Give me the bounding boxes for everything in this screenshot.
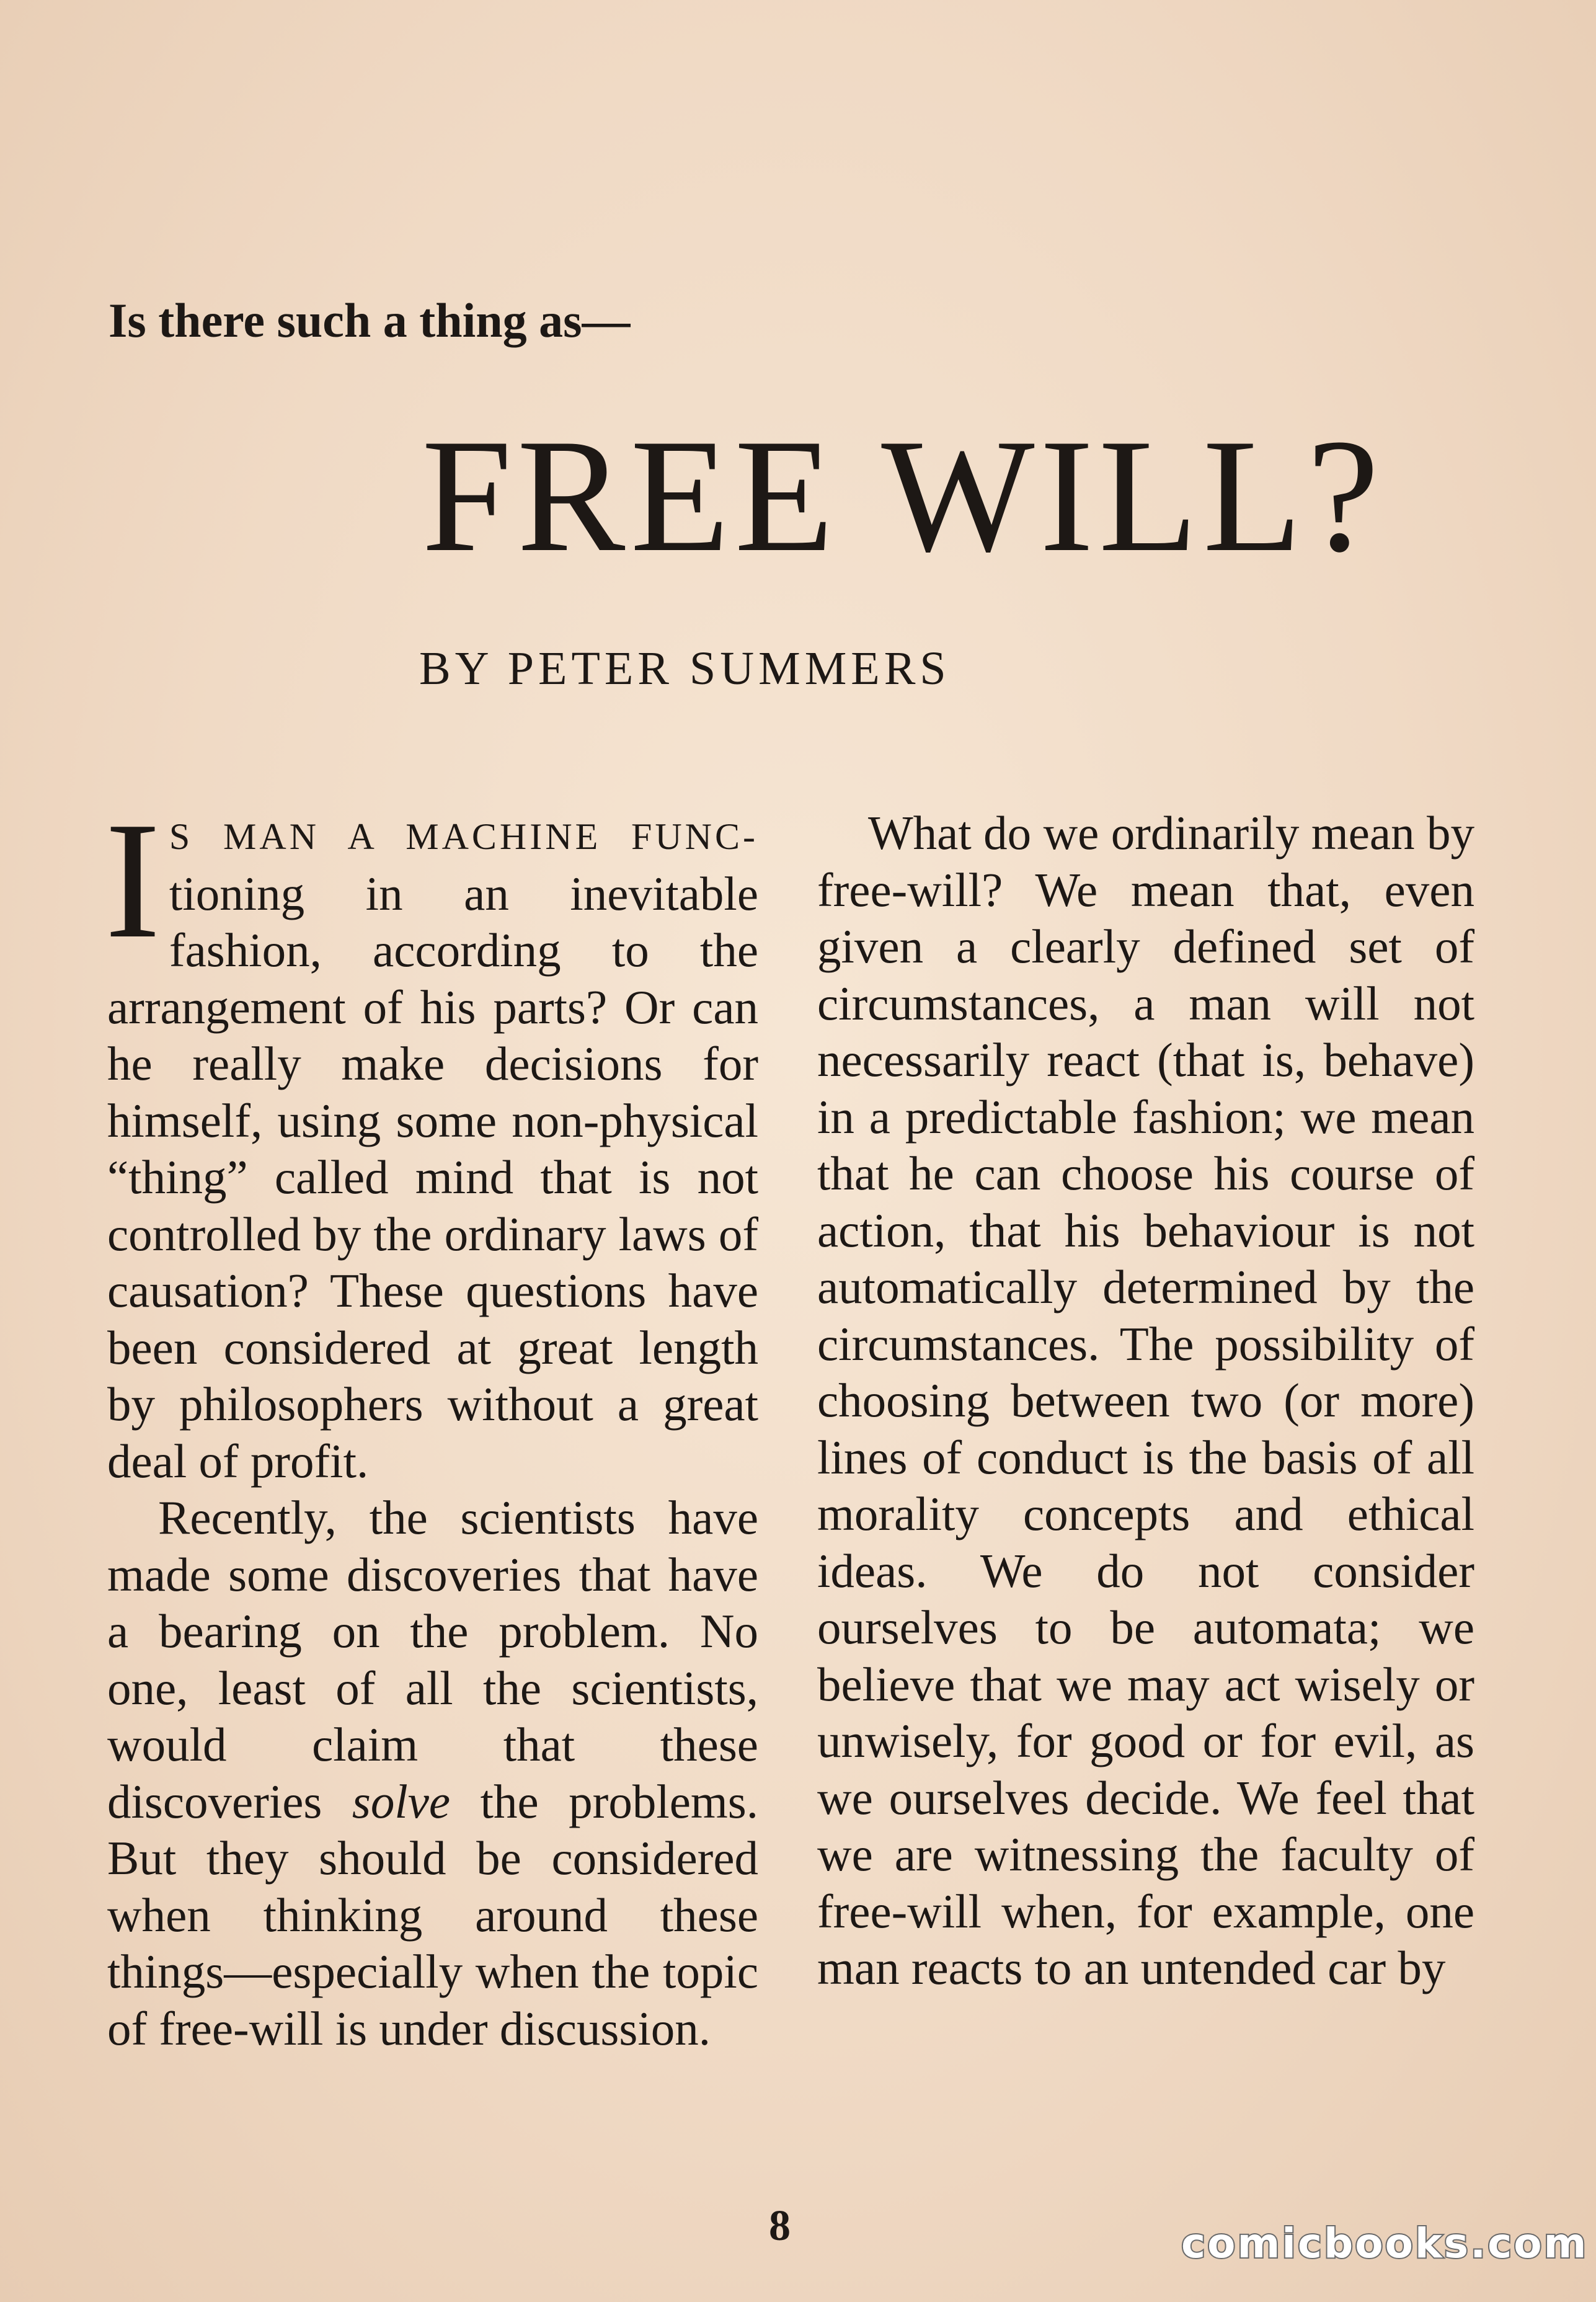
paragraph-1-text: tioning in an inevitable fashion, according to the arrangement of his parts? Or can he really make decisions for himself, using some non-physical “thing” called mind that is not controlled by the ordinary laws of causation? These questions have been considered at great length by philosophers without a great deal of profit. bbox=[107, 866, 758, 1488]
paragraph-2-text-a: Recently, the scientists have made some discoveries that have a bearing on the problem. No one, least of all the scientists, would claim that these discoveries bbox=[107, 1491, 758, 1828]
lead-small-caps: S MAN A MACHINE FUNC- bbox=[169, 816, 758, 857]
right-column bbox=[817, 805, 1474, 1997]
site-watermark: comicbooks.com bbox=[1181, 2220, 1589, 2267]
page-number: 8 bbox=[769, 2202, 791, 2250]
drop-cap: I bbox=[105, 788, 161, 973]
paragraph-3: What do we ordinarily mean by free-will? We mean that, even given a clearly defined set of circumstances, a man will not necessarily react (that is, behave) in a predictable fashion; we mean that he can choose his course of action, that his behaviour is not automatically determined by the circumstances. The possibility of choosing between two (or more) lines of conduct is the basis of all morality concepts and ethical ideas. We do not consider ourselves to be automata; we believe that we may act wisely or unwisely, for good or for evil, as we ourselves decide. We feel that we are witnessing the faculty of free-will when, for example, one man reacts to an untended car by bbox=[817, 806, 1474, 1994]
italic-word: solve bbox=[352, 1774, 451, 1828]
paragraph-2 bbox=[107, 1490, 758, 2057]
byline: BY PETER SUMMERS bbox=[419, 642, 951, 695]
left-column bbox=[105, 788, 758, 2057]
paragraph-1 bbox=[105, 788, 758, 1490]
kicker: Is there such a thing as— bbox=[109, 293, 631, 347]
paragraph-2-text-b: the problems. But they should be considered when thinking around these things—especially when the topic of free-will is under discussion. bbox=[107, 1774, 758, 2055]
article-title: FREE WILL? bbox=[422, 406, 1385, 585]
